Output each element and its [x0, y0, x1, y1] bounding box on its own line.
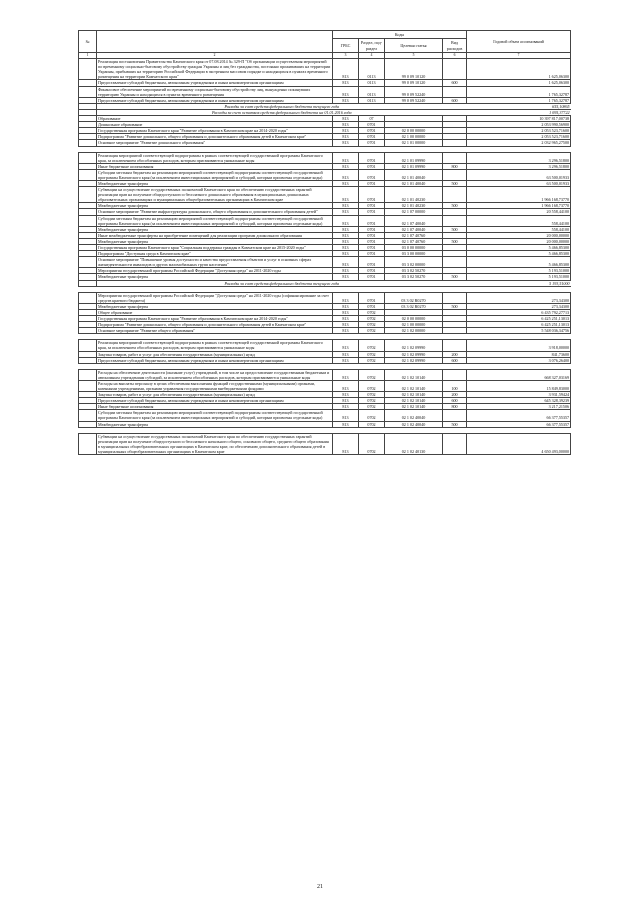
- row-sum: 5 193,51000: [467, 268, 571, 274]
- row-section: 0701: [359, 303, 385, 309]
- row-section: 0701: [359, 268, 385, 274]
- row-name: Мероприятия государственной программы Российской Федерации "Доступная среда" на 2011-2020 годы (софинансирование за счет средств краевого бюджета): [97, 292, 333, 303]
- row-grbs: 813: [333, 86, 359, 97]
- row-vid: [443, 433, 467, 454]
- row-section: 0701: [359, 251, 385, 257]
- row-section: 0701: [359, 209, 385, 215]
- row-grbs: 813: [333, 274, 359, 280]
- row-sum: 273,34300: [467, 292, 571, 303]
- row-section: 0701: [359, 128, 385, 134]
- row-section: 07: [359, 116, 385, 122]
- row-no: [79, 433, 97, 454]
- row-grbs: 813: [333, 357, 359, 363]
- header-annual: Годовой объем ассигнований: [467, 31, 571, 53]
- header-vid: Вид расходов: [443, 39, 467, 53]
- row-name: Межбюджетные трансферты: [97, 180, 333, 186]
- col-num: 4: [359, 53, 385, 59]
- row-name: Субсидии местным бюджетам на реализацию мероприятий соответствующей подпрограммы соответствующей государственной программы Камчатского края (за исключением инвестиционных мероприятий и субсидий, которым присвоены отдельные коды): [97, 410, 333, 421]
- table-row: [79, 86, 571, 97]
- row-name: Дошкольное образование: [97, 122, 333, 128]
- row-target: 02 1 01 40230: [385, 203, 443, 209]
- row-target: 02 1 02 10140: [385, 380, 443, 391]
- row-sum: 841,73600: [467, 351, 571, 357]
- row-grbs: 813: [333, 309, 359, 315]
- budget-table: [78, 30, 571, 455]
- row-name: Мероприятия государственной программы Российской Федерации "Доступная среда" на 2011-2020 годы: [97, 268, 333, 274]
- row-vid: 800: [443, 163, 467, 169]
- row-target: 02 1 07 40760: [385, 232, 443, 238]
- row-vid: [443, 86, 467, 97]
- row-grbs: 813: [333, 292, 359, 303]
- header-section: Раздел, под-раздел: [359, 39, 385, 53]
- row-grbs: 813: [333, 122, 359, 128]
- row-name: Финансовое обеспечение мероприятий по временному социально-бытовому обустройству лиц, вынужденно покинувших территорию Украины и находящихся в пунктах временного размещения: [97, 86, 333, 97]
- row-grbs: 813: [333, 257, 359, 268]
- row-name: Основное мероприятие "Развитие инфраструктуры дошкольного, общего образования и дополнительного образования детей": [97, 209, 333, 215]
- table-row: [79, 410, 571, 421]
- row-no: [79, 380, 97, 391]
- row-section: 0702: [359, 404, 385, 410]
- row-target: 02 1 02 10140: [385, 369, 443, 380]
- row-sum: 6 425 251,13013: [467, 316, 571, 322]
- row-grbs: 813: [333, 59, 359, 80]
- row-no: [79, 187, 97, 203]
- row-name: Субвенции на осуществление государственных полномочий Камчатского края по обеспечению государственных гарантий реализации прав на получение общедоступного и бесплатного начального общего, основного общего, среднего общего образования в муниципальных общеобразовательных организациях в Камчатском крае, по обеспечению дополнительного образования детей в муниципальных общеобразовательных организациях в Камчатском крае: [97, 433, 333, 454]
- row-target: 03 0 00 00000: [385, 245, 443, 251]
- row-name: Основное мероприятие "Развитие дошкольного образования": [97, 140, 333, 146]
- table-row: [79, 59, 571, 80]
- row-target: 02 1 01 40040: [385, 180, 443, 186]
- row-sum: 20 000,00000: [467, 238, 571, 244]
- row-grbs: 813: [333, 404, 359, 410]
- row-section: 0701: [359, 257, 385, 268]
- budget-page: [78, 30, 570, 455]
- row-grbs: 813: [333, 303, 359, 309]
- table-row: [79, 433, 571, 454]
- row-target: 02 1 02 09990: [385, 340, 443, 351]
- row-vid: [443, 292, 467, 303]
- row-section: 0702: [359, 410, 385, 421]
- row-sum: 3 076,26400: [467, 357, 571, 363]
- row-name: Закупка товаров, работ и услуг для обеспечения государственных (муниципальных) нужд: [97, 392, 333, 398]
- row-target: 02 1 01 40230: [385, 187, 443, 203]
- row-grbs: 813: [333, 152, 359, 163]
- row-name: Подпрограмма "Развитие дошкольного, общего образования и дополнительного образования детей в Камчатском крае": [97, 134, 333, 140]
- row-target: 02 1 02 10140: [385, 392, 443, 398]
- row-grbs: 813: [333, 351, 359, 357]
- row-sum: 1 625,06300: [467, 80, 571, 86]
- note-sum: 5 193,51000: [467, 280, 571, 286]
- row-section: 0702: [359, 351, 385, 357]
- row-name: Субвенции на осуществление государственных полномочий Камчатского края по обеспечению государственных гарантий реализации прав на получение общедоступного и бесплатного дошкольного образования в муниципальных дошкольных образовательных организациях и муниципальных общеобразовательных организациях в Камчатском крае: [97, 187, 333, 203]
- row-name: Субсидии местным бюджетам на реализацию мероприятий соответствующей подпрограммы соответствующей государственной программы Камчатского края (за исключением инвестиционных мероприятий и субсидий, которым присвоены отдельные коды): [97, 169, 333, 180]
- row-section: 0702: [359, 398, 385, 404]
- row-target: 03 3 00 00000: [385, 251, 443, 257]
- row-vid: 200: [443, 351, 467, 357]
- row-sum: 2 053 990,56900: [467, 122, 571, 128]
- row-vid: 500: [443, 203, 467, 209]
- row-section: 0702: [359, 316, 385, 322]
- col-num: 2: [97, 53, 333, 59]
- row-section: 0701: [359, 180, 385, 186]
- row-sum: 1 765,32787: [467, 86, 571, 97]
- row-name: Государственная программа Камчатского края "Развитие образования в Камчатском крае на 2014-2020 годы": [97, 316, 333, 322]
- row-target: 02 1 02 09990: [385, 357, 443, 363]
- row-section: 0702: [359, 369, 385, 380]
- row-grbs: 813: [333, 209, 359, 215]
- row-section: 0113: [359, 86, 385, 97]
- row-target: 99 0 09 52240: [385, 97, 443, 103]
- row-grbs: 813: [333, 232, 359, 238]
- row-sum: 63 500,01933: [467, 169, 571, 180]
- row-grbs: 813: [333, 203, 359, 209]
- row-vid: 600: [443, 357, 467, 363]
- row-sum: 668 327,03169: [467, 369, 571, 380]
- row-section: 0701: [359, 163, 385, 169]
- row-name: Расходы на обеспечение деятельности (оказание услуг) учреждений, в том числе на предоставление государственным бюджетным и автономным учреждениям субсидий, за исключением обособленных расходов, которым присваиваются уникальные коды: [97, 369, 333, 380]
- row-section: 0701: [359, 215, 385, 226]
- row-sum: 2 053 523,71600: [467, 128, 571, 134]
- row-vid: [443, 369, 467, 380]
- row-no: [79, 86, 97, 97]
- row-vid: [443, 187, 467, 203]
- row-grbs: 813: [333, 322, 359, 328]
- row-name: Основное мероприятие "Развитие общего образования": [97, 328, 333, 334]
- col-num: 7: [467, 53, 571, 59]
- row-grbs: 813: [333, 116, 359, 122]
- row-section: 0702: [359, 357, 385, 363]
- row-no: [79, 410, 97, 421]
- row-sum: 4 650 493,00000: [467, 433, 571, 454]
- row-target: 02 1 01 09990: [385, 152, 443, 163]
- note-sum: 1 095,37722: [467, 109, 571, 115]
- row-sum: 558,44100: [467, 226, 571, 232]
- col-num: 5: [385, 53, 443, 59]
- row-target: 03 3 02 50270: [385, 268, 443, 274]
- note-text: Расходы за счет средств федерального бюджета текущего года: [97, 280, 467, 286]
- row-section: 0701: [359, 203, 385, 209]
- row-grbs: 813: [333, 80, 359, 86]
- row-name: Предоставление субсидий бюджетным, автономным учреждениям и иным некоммерческим организациям: [97, 80, 333, 86]
- header-no: №: [79, 31, 97, 53]
- row-target: 02 1 02 10140: [385, 398, 443, 404]
- row-name: Закупка товаров, работ и услуг для обеспечения государственных (муниципальных) нужд: [97, 351, 333, 357]
- row-grbs: 813: [333, 380, 359, 391]
- row-vid: 500: [443, 226, 467, 232]
- row-grbs: 813: [333, 392, 359, 398]
- row-vid: [443, 410, 467, 421]
- row-grbs: 813: [333, 268, 359, 274]
- row-target: 02 1 02 40040: [385, 410, 443, 421]
- table-row: [79, 152, 571, 163]
- row-section: 0701: [359, 226, 385, 232]
- row-sum: 6 435 792,27713: [467, 309, 571, 315]
- row-section: 0701: [359, 187, 385, 203]
- row-grbs: 813: [333, 134, 359, 140]
- row-target: 02 0 00 00000: [385, 316, 443, 322]
- row-sum: 3 217,21506: [467, 404, 571, 410]
- row-section: 0113: [359, 59, 385, 80]
- row-name: Образование: [97, 116, 333, 122]
- row-name: Государственная программа Камчатского края "Социальная поддержка граждан в Камчатском крае на 2015-2020 годы": [97, 245, 333, 251]
- note-text: Расходы за счет остатков средств федерального бюджета на 01.01.2016 года: [97, 109, 467, 115]
- table-row: [79, 340, 571, 351]
- row-sum: 66 377,55357: [467, 410, 571, 421]
- row-vid: 500: [443, 303, 467, 309]
- table-row: [79, 169, 571, 180]
- row-name: Основное мероприятие "Повышение уровня доступности и качества предоставления объектов и услуг в основных сферах жизнедеятельности инвалидов и других маломобильных групп населения": [97, 257, 333, 268]
- row-sum: 2 053 523,71600: [467, 134, 571, 140]
- row-section: 0113: [359, 97, 385, 103]
- row-sum: 10 397 817,00738: [467, 116, 571, 122]
- row-vid: [443, 59, 467, 80]
- row-target: 02 1 02 09990: [385, 351, 443, 357]
- row-grbs: 813: [333, 369, 359, 380]
- row-sum: 20 000,00000: [467, 232, 571, 238]
- row-target: 02 1 00 00000: [385, 134, 443, 140]
- row-vid: [443, 215, 467, 226]
- row-vid: 200: [443, 392, 467, 398]
- row-name: Предоставление субсидий бюджетным, автономным учреждениям и иным некоммерческим организациям: [97, 97, 333, 103]
- row-vid: 500: [443, 180, 467, 186]
- col-num: 1: [79, 53, 97, 59]
- row-no: [79, 257, 97, 268]
- row-grbs: 813: [333, 226, 359, 232]
- row-name: Иные межбюджетные трансферты на приобретение помещений для реализации программ дошкольного образования: [97, 232, 333, 238]
- row-grbs: 813: [333, 421, 359, 427]
- row-name: Межбюджетные трансферты: [97, 274, 333, 280]
- row-target: 02 1 07 00000: [385, 209, 443, 215]
- row-vid: 600: [443, 97, 467, 103]
- row-target: 02 1 02 10140: [385, 404, 443, 410]
- row-no: [79, 152, 97, 163]
- row-section: 0702: [359, 392, 385, 398]
- row-vid: [443, 169, 467, 180]
- row-vid: [443, 152, 467, 163]
- row-sum: 3 931,59424: [467, 392, 571, 398]
- row-name: Реализация постановления Правительства Камчатского края от 07.08.2014 № 329-П "Об организации осуществления мероприятий по временному социально-бытовому обустройству граждан Украины и лиц без гражданства, постоянно проживавших на территории Украины, прибывших на территорию Российской Федерации в экстренном массовом порядке и находящихся в пунктах временного размещения на территории Камчатского края": [97, 59, 333, 80]
- row-no: [79, 169, 97, 180]
- row-sum: 5 466,85300: [467, 251, 571, 257]
- row-section: 0701: [359, 292, 385, 303]
- header-target: Целевая статья: [385, 39, 443, 53]
- row-no: [79, 292, 97, 303]
- row-grbs: 813: [333, 97, 359, 103]
- row-no: [79, 59, 97, 80]
- row-name: Общее образование: [97, 309, 333, 315]
- row-sum: 3 296,51800: [467, 163, 571, 169]
- table-row: [79, 257, 571, 268]
- note-text: Расходы за счет средств федерального бюджета текущего года: [97, 103, 467, 109]
- row-grbs: 813: [333, 215, 359, 226]
- row-section: 0702: [359, 328, 385, 334]
- row-grbs: 813: [333, 140, 359, 146]
- row-section: 0701: [359, 169, 385, 180]
- header-grbs: ГРБС: [333, 39, 359, 53]
- row-sum: 15 849,83000: [467, 380, 571, 391]
- row-sum: 5 193,51000: [467, 274, 571, 280]
- row-grbs: 813: [333, 433, 359, 454]
- row-name: Реализация мероприятий соответствующей подпрограммы в рамках соответствующей государственной программы Камчатского края, за исключением обособленных расходов, которым присваиваются уникальные коды: [97, 152, 333, 163]
- row-sum: 1 765,32787: [467, 97, 571, 103]
- page-number: 21: [317, 884, 323, 890]
- row-vid: 500: [443, 238, 467, 244]
- row-sum: 1 966 168,73770: [467, 203, 571, 209]
- row-sum: 2 032 965,27500: [467, 140, 571, 146]
- row-target: 03 3 02 R0270: [385, 292, 443, 303]
- table-row: [79, 369, 571, 380]
- row-name: Подпрограмма "Доступная среда в Камчатском крае": [97, 251, 333, 257]
- row-name: Межбюджетные трансферты: [97, 226, 333, 232]
- row-vid: 500: [443, 421, 467, 427]
- row-section: 0701: [359, 245, 385, 251]
- row-target: 02 1 02 40040: [385, 421, 443, 427]
- row-name: Субсидии местным бюджетам на реализацию мероприятий соответствующей подпрограммы соответствующей государственной программы Камчатского края (за исключением инвестиционных мероприятий и субсидий, которым присвоены отдельные коды): [97, 215, 333, 226]
- row-target: 02 1 07 40760: [385, 238, 443, 244]
- row-section: 0701: [359, 122, 385, 128]
- row-section: 0701: [359, 152, 385, 163]
- row-section: 0702: [359, 380, 385, 391]
- row-target: 02 1 07 40040: [385, 215, 443, 226]
- row-target: 03 3 02 00000: [385, 257, 443, 268]
- row-name: Иные бюджетные ассигнования: [97, 404, 333, 410]
- row-grbs: 813: [333, 316, 359, 322]
- row-name: Межбюджетные трансферты: [97, 421, 333, 427]
- row-sum: 5 466,85300: [467, 245, 571, 251]
- row-section: 0702: [359, 322, 385, 328]
- row-vid: 100: [443, 380, 467, 391]
- row-vid: 600: [443, 398, 467, 404]
- row-sum: 66 377,55357: [467, 421, 571, 427]
- row-vid: [443, 340, 467, 351]
- row-name: Межбюджетные трансферты: [97, 303, 333, 309]
- row-grbs: 813: [333, 163, 359, 169]
- row-target: 02 1 02 00000: [385, 328, 443, 334]
- col-num: 3: [333, 53, 359, 59]
- row-name: Предоставление субсидий бюджетным, автономным учреждениям и иным некоммерческим организациям: [97, 357, 333, 363]
- row-section: 0702: [359, 433, 385, 454]
- row-name: Расходы на выплаты персоналу в целях обеспечения выполнения функций государственными (муниципальными) органами, казенными учреждениями, органами управления государственными внебюджетными фондами: [97, 380, 333, 391]
- row-target: 99 0 09 10120: [385, 59, 443, 80]
- row-sum: 6 425 251,13013: [467, 322, 571, 328]
- row-target: 02 0 00 00000: [385, 128, 443, 134]
- table-row: [79, 292, 571, 303]
- row-grbs: 813: [333, 245, 359, 251]
- row-target: 02 1 02 40130: [385, 433, 443, 454]
- row-grbs: 813: [333, 187, 359, 203]
- row-grbs: 813: [333, 128, 359, 134]
- row-sum: 273,34300: [467, 303, 571, 309]
- row-grbs: 813: [333, 180, 359, 186]
- row-target: 02 1 00 00000: [385, 322, 443, 328]
- row-section: 0702: [359, 421, 385, 427]
- row-sum: 3 296,51800: [467, 152, 571, 163]
- row-sum: 5 466,85300: [467, 257, 571, 268]
- row-sum: 645 328,39239: [467, 398, 571, 404]
- row-vid: [443, 257, 467, 268]
- row-grbs: 813: [333, 238, 359, 244]
- header-name: [97, 31, 333, 53]
- row-grbs: 813: [333, 410, 359, 421]
- row-grbs: 813: [333, 169, 359, 180]
- row-grbs: 813: [333, 251, 359, 257]
- row-section: 0702: [359, 340, 385, 351]
- row-grbs: 813: [333, 328, 359, 334]
- row-sum: 5 548 036,34756: [467, 328, 571, 334]
- note-sum: 655,10865: [467, 103, 571, 109]
- row-sum: 558,44100: [467, 215, 571, 226]
- row-grbs: 813: [333, 340, 359, 351]
- row-no: [79, 340, 97, 351]
- table-row: [79, 187, 571, 203]
- row-no: [79, 215, 97, 226]
- row-target: 02 1 01 40040: [385, 169, 443, 180]
- row-vid: 600: [443, 80, 467, 86]
- row-name: Государственная программа Камчатского края "Развитие образования в Камчатском крае на 2014-2020 годы": [97, 128, 333, 134]
- row-name: Предоставление субсидий бюджетным, автономным учреждениям и иным некоммерческим организациям: [97, 398, 333, 404]
- row-target: 02 1 07 40040: [385, 226, 443, 232]
- row-sum: 3 918,00000: [467, 340, 571, 351]
- row-target: 99 0 09 52240: [385, 86, 443, 97]
- row-sum: 1 966 168,73770: [467, 187, 571, 203]
- row-section: 0701: [359, 134, 385, 140]
- row-target: 99 0 09 10120: [385, 80, 443, 86]
- row-name: Реализация мероприятий соответствующей подпрограммы в рамках соответствующей государственной программы Камчатского края, за исключением обособленных расходов, которым присваиваются уникальные коды: [97, 340, 333, 351]
- row-vid: 800: [443, 404, 467, 410]
- row-vid: 500: [443, 274, 467, 280]
- row-target: 03 3 02 R0270: [385, 303, 443, 309]
- table-row: [79, 380, 571, 391]
- header-codes: Коды: [333, 31, 467, 39]
- col-num: 6: [443, 53, 467, 59]
- row-sum: 20 558,44100: [467, 209, 571, 215]
- row-name: Подпрограмма "Развитие дошкольного, общего образования и дополнительного образования детей в Камчатском крае": [97, 322, 333, 328]
- row-section: 0701: [359, 274, 385, 280]
- row-no: [79, 369, 97, 380]
- row-name: Межбюджетные трансферты: [97, 203, 333, 209]
- row-section: 0702: [359, 309, 385, 315]
- row-section: 0701: [359, 140, 385, 146]
- row-target: 02 1 01 00000: [385, 140, 443, 146]
- row-name: Межбюджетные трансферты: [97, 238, 333, 244]
- row-section: 0701: [359, 232, 385, 238]
- row-name: Иные бюджетные ассигнования: [97, 163, 333, 169]
- row-section: 0701: [359, 238, 385, 244]
- row-target: 02 1 01 09990: [385, 163, 443, 169]
- row-section: 0113: [359, 80, 385, 86]
- row-sum: 1 625,06300: [467, 59, 571, 80]
- row-sum: 63 500,01933: [467, 180, 571, 186]
- row-grbs: 813: [333, 398, 359, 404]
- row-target: 03 3 02 50270: [385, 274, 443, 280]
- table-row: [79, 215, 571, 226]
